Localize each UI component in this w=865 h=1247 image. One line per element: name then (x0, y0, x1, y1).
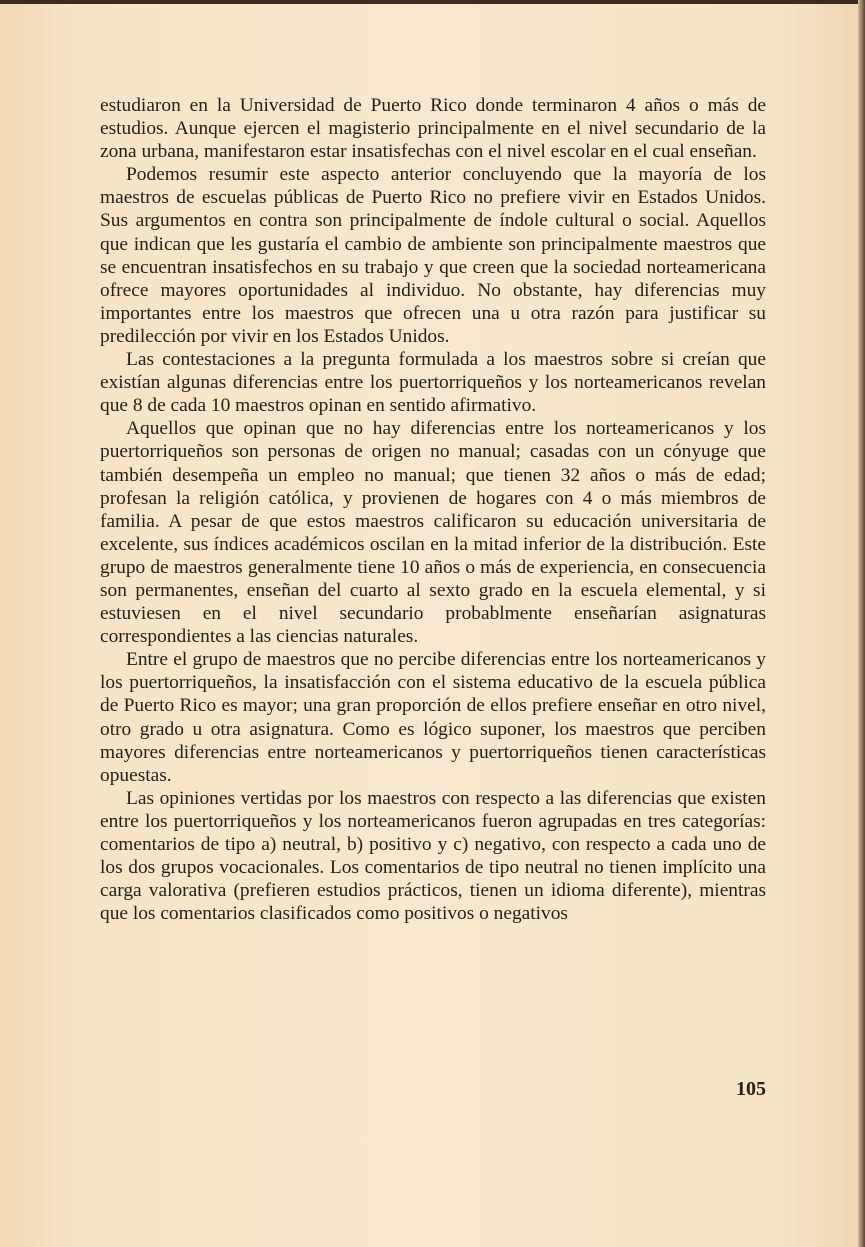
paragraph-question-answers: Las contestaciones a la pregunta formulada a los maestros sobre si creían que existían algunas diferencias entre los puertorriqueños y los norteamericanos revelan que 8 de cada 10 maestros opinan en sentido afirmativo. (100, 349, 766, 417)
paragraph-no-differences-profile: Aquellos que opinan que no hay diferencias entre los norteamericanos y los puertorriqueños son personas de origen no manual; casadas con un cónyuge que también desempeña un empleo no manual; que tienen 32 años o más de edad; profesan la religión católica, y provienen de hogares con 4 o más miembros de familia. A pesar de que estos maestros calificaron su educación universitaria de excelente, sus índices académicos oscilan en la mitad inferior de la distribución. Este grupo de maestros generalmente tiene 10 años o más de experiencia, en consecuencia son permanentes, enseñan del cuarto al sexto grado en la escuela elemental, y si estuviesen en el nivel secundario probablmente enseñarían asignaturas correspondientes a las ciencias naturales. (100, 418, 766, 648)
paragraph-opinion-categories: Las opiniones vertidas por los maestros con respecto a las diferencias que existen entre los puertorriqueños y los norteamericanos fueron agrupadas en tres categorías: comentarios de tipo a) neutral, b) positivo y c) negativo, con respecto a cada uno de los dos grupos vocacionales. Los comentarios de tipo neutral no tienen implícito una carga valorativa (prefieren estudios prácticos, tienen un idioma diferente), mientras que los comentarios clasificados como positivos o negativos (100, 787, 766, 925)
page-top-edge (0, 0, 865, 4)
page-right-edge (858, 0, 865, 1247)
body-text (100, 94, 766, 925)
page-number: 105 (736, 1078, 766, 1100)
paragraph-summary: Podemos resumir este aspecto anterior concluyendo que la mayoría de los maestros de escuelas públicas de Puerto Rico no prefiere vivir en Estados Unidos. Sus argumentos en contra son principalmente de índole cultural o social. Aquellos que indican que les gustaría el cambio de ambiente son principalmente maestros que se encuentran insatisfechos en su trabajo y que creen que la sociedad norteamericana ofrece mayores oportunidades al individuo. No obstante, hay diferencias muy importantes entre los maestros que ofrecen una u otra razón para justificar su predilección por vivir en los Estados Unidos. (100, 164, 766, 347)
paragraph-dissatisfaction: Entre el grupo de maestros que no percibe diferencias entre los norteamericanos y los puertorriqueños, la insatisfacción con el sistema educativo de la escuela pública de Puerto Rico es mayor; una gran proporción de ellos prefiere enseñar en otro nivel, otro grado u otra asignatura. Como es lógico suponer, los maestros que perciben mayores diferencias entre norteamericanos y puertorriqueños tienen características opuestas. (100, 649, 766, 786)
paragraph-continuation: estudiaron en la Universidad de Puerto Rico donde terminaron 4 años o más de estudios. Aunque ejercen el magisterio principalmente en el nivel secundario de la zona urbana, manifestaron estar insatisfechas con el nivel escolar en el cual enseñan. (100, 95, 766, 163)
